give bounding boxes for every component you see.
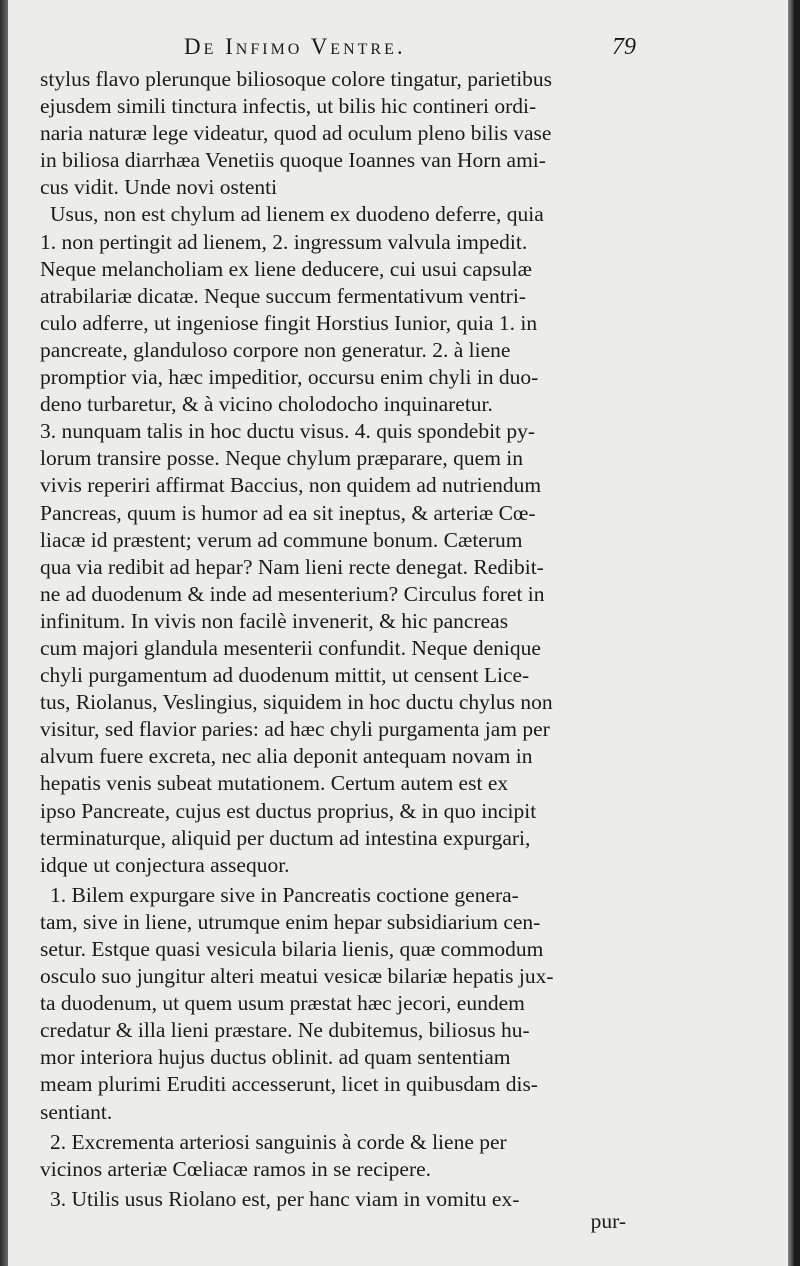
- text-line: credatur & illa lieni præstare. Ne dubitemus, biliosus hu-: [40, 1018, 530, 1043]
- text-line: cum majori glandula mesenterii confundit. Neque denique: [40, 635, 541, 660]
- text-line: 2. Excrementa arteriosi sanguinis à corde & liene per: [50, 1129, 507, 1154]
- running-head: De Infimo Ventre.: [184, 34, 406, 59]
- text-line: vicinos arteriæ Cœliacæ ramos in se recipere.: [40, 1156, 432, 1181]
- text-line: hepatis venis subeat mutationem. Certum autem est ex: [40, 771, 509, 796]
- text-line: ne ad duodenum & inde ad mesenterium? Circulus foret in: [40, 581, 545, 606]
- text-line: sentiant.: [40, 1099, 113, 1124]
- catchword: pur-: [590, 1209, 626, 1233]
- text-line: Neque melancholiam ex liene deducere, cui usui capsulæ: [40, 256, 532, 281]
- text-line: ejusdem simili tinctura infectis, ut bilis hic contineri ordi-: [40, 94, 537, 119]
- text-line: tus, Riolanus, Veslingius, siquidem in hoc ductu chylus non: [40, 690, 553, 715]
- text-line: setur. Estque quasi vesicula bilaria lienis, quæ commodum: [40, 937, 544, 961]
- text-line: atrabilariæ dicatæ. Neque succum fermentativum ventri-: [40, 283, 526, 308]
- text-line: lorum transire posse. Neque chylum præparare, quem in: [40, 446, 524, 471]
- text-line: osculo suo jungitur alteri meatui vesicæ bilariæ hepatis jux-: [40, 964, 554, 989]
- text-line: pancreate, glanduloso corpore non generatur. 2. à liene: [40, 337, 511, 362]
- text-line: 1. non pertingit ad lienem, 2. ingressum valvula impedit.: [40, 229, 528, 254]
- text-line: qua via redibit ad hepar? Nam lieni recte denegat. Redibit-: [40, 554, 544, 579]
- text-line: promptior via, hæc impeditior, occursu enim chyli in duo-: [40, 365, 539, 390]
- text-line: visitur, sed flavior paries: ad hæc chyli purgamenta jam per: [40, 717, 550, 742]
- text-line: naria naturæ lege videatur, quod ad oculum pleno bilis vase: [40, 121, 552, 146]
- text-line: 3. nunquam talis in hoc ductu visus. 4. quis spondebit py-: [40, 419, 536, 444]
- text-line: 1. Bilem expurgare sive in Pancreatis coctione genera-: [50, 882, 519, 907]
- page-number: 79: [612, 34, 636, 60]
- text-line: alvum fuere excreta, nec alia deponit antequam novam in: [40, 744, 533, 769]
- text-line: liacæ id præstent; verum ad commune bonum. Cæterum: [40, 527, 523, 552]
- text-line: ta duodenum, ut quem usum præstat hæc jecori, eundem: [40, 991, 525, 1016]
- text-line: culo adferre, ut ingeniose fingit Horstius Iunior, quia 1. in: [40, 310, 538, 335]
- text-line: mor interiora hujus ductus oblinit. ad quam sententiam: [40, 1045, 511, 1070]
- text-line: tam, sive in liene, utrumque enim hepar subsidiarium cen-: [40, 909, 541, 934]
- text-line: vivis reperiri affirmat Baccius, non quidem ad nutriendum: [40, 473, 542, 498]
- text-line: 3. Utilis usus Riolano est, per hanc viam in vomitu ex-: [50, 1186, 520, 1211]
- text-line: ipso Pancreate, cujus est ductus proprius, & in quo incipit: [40, 798, 537, 823]
- text-line: deno turbaretur, & à vicino cholodocho inquinaretur.: [40, 392, 493, 417]
- binding-shadow-right: [788, 0, 794, 1266]
- text-line: chyli purgamentum ad duodenum mittit, ut censent Lice-: [40, 663, 530, 688]
- text-line: in biliosa diarrhæa Venetiis quoque Ioannes van Horn ami-: [40, 148, 546, 173]
- body-text: [40, 66, 640, 1213]
- text-line: Pancreas, quum is humor ad ea sit ineptus, & arteriæ Cœ-: [40, 500, 536, 525]
- text-line: meam plurimi Eruditi accesserunt, licet in quibusdam dis-: [40, 1072, 538, 1097]
- text-line: terminaturque, aliquid per ductum ad intestina expurgari,: [40, 825, 531, 850]
- binding-shadow-left: [0, 0, 8, 1266]
- book-page: [8, 0, 794, 1266]
- text-line: Usus, non est chylum ad lienem ex duodeno deferre, quia: [50, 202, 544, 227]
- text-line: infinitum. In vivis non facilè invenerit, & hic pancreas: [40, 608, 509, 633]
- text-line: idque ut conjectura assequor.: [40, 852, 290, 877]
- text-line: cus vidit. Unde novi ostenti: [40, 175, 278, 200]
- text-line: stylus flavo plerunque biliosoque colore tingatur, parietibus: [40, 67, 553, 91]
- page-header: [8, 34, 794, 64]
